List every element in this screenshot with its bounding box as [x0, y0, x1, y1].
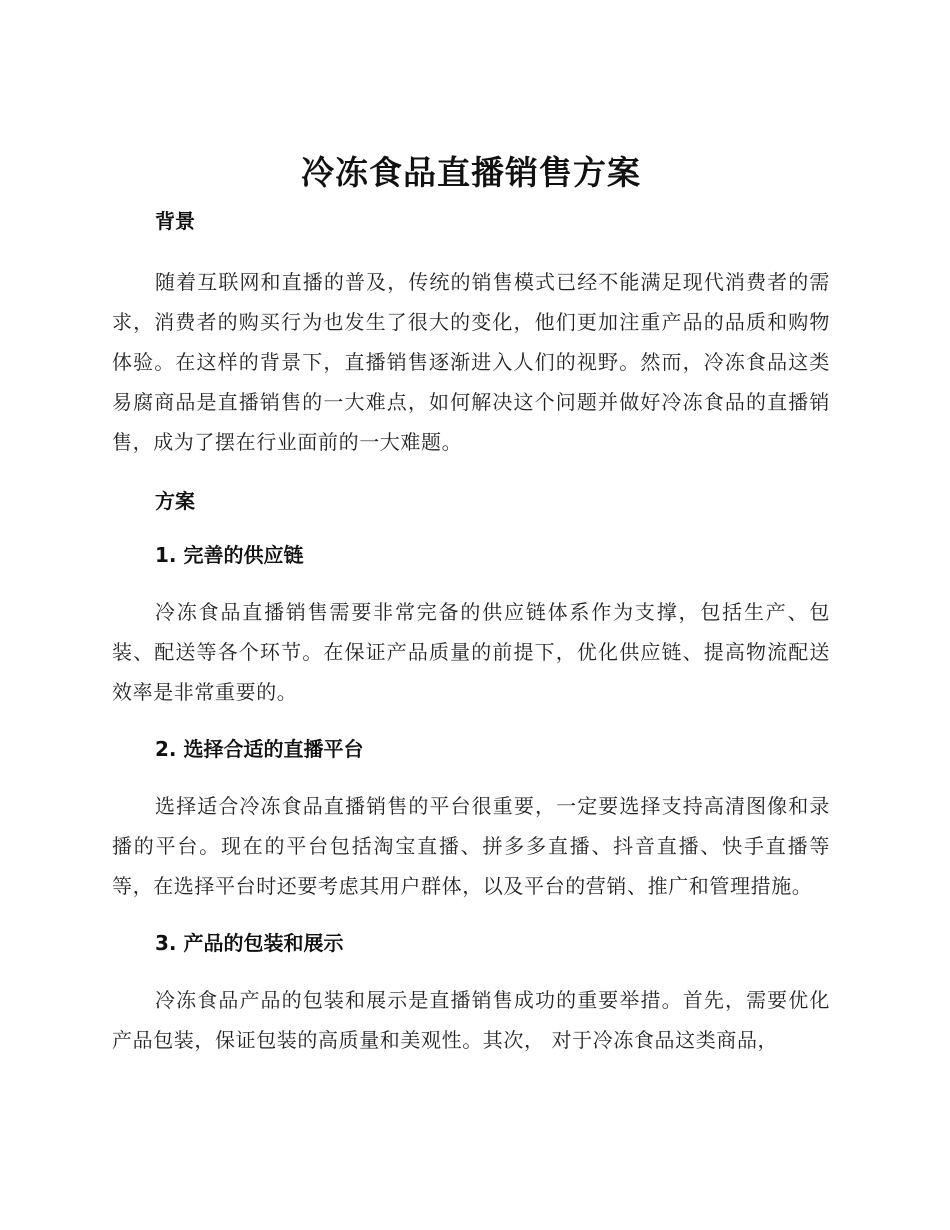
page-title: 冷冻食品直播销售方案 — [301, 153, 641, 192]
paragraph-background: 随着互联网和直播的普及，传统的销售模式已经不能满足现代消费者的需求，消费者的购买行为也发生了很大的变化，他们更加注重产品的品质和购物体验。在这样的背景下，直播销售逐渐进入人们的视野。然而，冷冻食品这类易腐商品是直播销售的一大难点，如何解决这个问题并做好冷冻食品的直播销售，成为了摆在行业面前的一大难题。 — [112, 270, 830, 454]
subsection-heading-packaging: 3. 产品的包装和展示 — [155, 931, 344, 955]
document-page — [112, 148, 830, 1060]
paragraph-packaging: 冷冻食品产品的包装和展示是直播销售成功的重要举措。首先，需要优化产品包装，保证包装的高质量和美观性。其次， 对于冷冻食品这类商品， — [112, 988, 830, 1052]
section-heading-background: 背景 — [155, 209, 195, 233]
section-heading-plan: 方案 — [155, 489, 195, 513]
paragraph-supply-chain: 冷冻食品直播销售需要非常完备的供应链体系作为支撑，包括生产、包装、配送等各个环节。在保证产品质量的前提下，优化供应链、提高物流配送效率是非常重要的。 — [112, 600, 830, 704]
paragraph-platform: 选择适合冷冻食品直播销售的平台很重要，一定要选择支持高清图像和录播的平台。现在的平台包括淘宝直播、拼多多直播、抖音直播、快手直播等等，在选择平台时还要考虑其用户群体，以及平台的营销、推广和管理措施。 — [112, 794, 830, 898]
subsection-heading-platform: 2. 选择合适的直播平台 — [155, 737, 364, 761]
subsection-heading-supply-chain: 1. 完善的供应链 — [155, 543, 304, 567]
